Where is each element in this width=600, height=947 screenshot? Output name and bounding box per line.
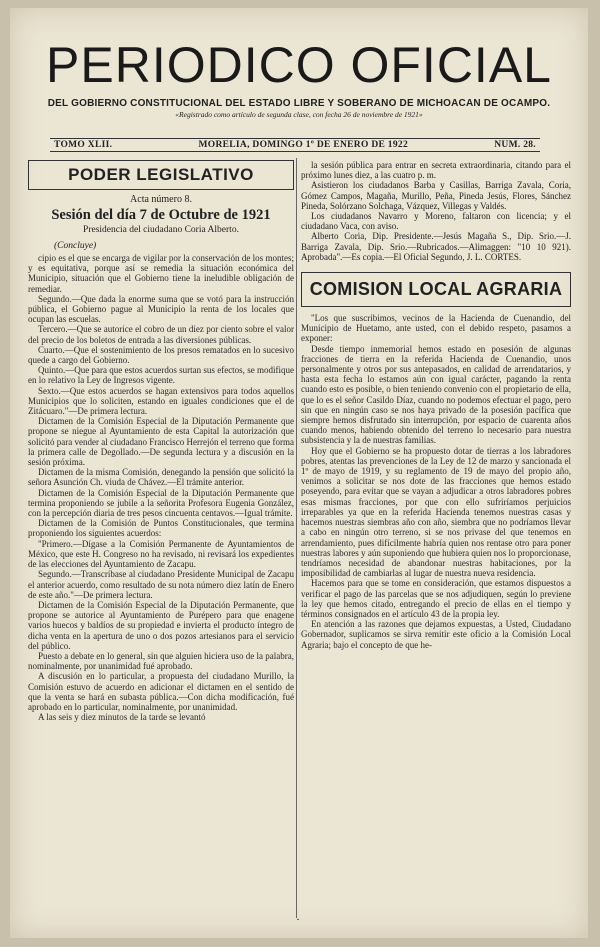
issue-number: NUM. 28.	[494, 140, 536, 150]
paragraph: Dictamen de la Comisión Especial de la Diputación Permanente que propone se niegue al Ayuntamiento de esta Capital la autorización que solicitó para vender al ciudadano Francisco Herrejón el terreno que forma la primera calle de Degollado.—De segunda lectura y a discusión en la sesión próxima.	[28, 416, 294, 468]
paragraph: Dictamen de la misma Comisión, denegando la pensión que solicitó la señora Asunción Ch. viuda de Chávez.—El trámite anterior.	[28, 467, 294, 488]
volume-label: TOMO XLII.	[54, 140, 113, 150]
paragraph: Tercero.—Que se autorice el cobro de un diez por ciento sobre el valor del precio de los boletos de entrada a las diversiones públicas.	[28, 324, 294, 345]
paragraph: Segundo.—Transcríbase al ciudadano Presidente Municipal de Zacapu el anterior acuerdo, como resultado de su nota número diez latín de Enero de este año."—De primera lectura.	[28, 569, 294, 600]
paragraph: Dictamen de la Comisión de Puntos Constitucionales, que termina proponiendo los siguientes acuerdos:	[28, 518, 294, 539]
registration-note: «Registrado como artículo de segunda clase, con fecha 26 de noviembre de 1921»	[175, 110, 423, 119]
paragraph: Desde tiempo inmemorial hemos estado en posesión de algunas fracciones de tierra en la referida Hacienda de Cuenandio, unos personalmente y otros por sus antepasados, en calidad de arrendatarios, y hasta esta fecha lo estamos aún con igual carácter, pagando la renta cuando esto es posible, o bien teniendo convenio con el propietario de ella, que lo es el señor Casildo Díaz, cuando no podemos efectuar el pago, pero sin que en ningún caso se nos haya privado de la posesión pacífica que siempre hemos disfrutado sin interrupción, por espacio de cuarenta años cuando menos, habiendo obtenido del terreno lo necesario para nuestra subsistencia y la de nuestras familias.	[301, 343, 571, 446]
paragraph: Alberto Coria, Dip. Presidente.—Jesús Magaña S., Dip. Srio.—J. Barriga Zavala, Dip. Srio.—Rubricados.—Alimaggen: "10 10 921). Aprobada".—Es copia.—El Oficial Segundo, J. L. CORTES.	[301, 231, 571, 262]
paragraph: A las seis y diez minutos de la tarde se levantó	[38, 712, 206, 723]
paragraph: "Los que suscribimos, vecinos de la Hacienda de Cuenandio, del Municipio de Huetamo, ante usted, con el debido respeto, pasamos a exponer:	[301, 313, 571, 344]
right-column	[301, 160, 571, 650]
paragraph: cipio es el que se encarga de vigilar por la conservación de los montes; y es equitativa, porque así se remedia la situación económica del Municipio, situación que el Gobierno tiene la ineludible obligación de remediar.	[28, 253, 294, 294]
paragraph: Segundo.—Que dada la enorme suma que se votó para la instrucción pública, el Gobierno pague al Municipio la renta de los locales que ocupan las escuelas.	[28, 293, 294, 325]
session-close-text	[301, 160, 571, 262]
paragraph: Asistieron los ciudadanos Barba y Casillas, Barriga Zavala, Coria, Gómez Campos, Magaña, Murillo, Peña, Pineda Jesús, Flores, Sánchez Pineda, Solórzano Solchaga, Vázquez, Villegas y Valdés.	[301, 180, 571, 211]
paragraph: "Primero.—Dígase a la Comisión Permanente de Ayuntamientos de México, que este H. Congreso no ha revisado, ni revisará los expedientes de las elecciones del Ayuntamiento de Zacapu.	[28, 538, 294, 570]
right-article-body	[301, 313, 571, 650]
city-date: MORELIA, DOMINGO 1º DE ENERO DE 1922	[198, 140, 409, 150]
continuation-note: (Concluye)	[54, 241, 97, 251]
dateline	[50, 138, 540, 152]
paragraph: A discusión en lo particular, a propuesta del ciudadano Murillo, la Comisión estuvo de acuerdo en adicionar el dictamen en el sentido de que la venta se hará en subasta pública.—Con dicha modificación, fué aprobado en lo particular, nominalmente, por unanimidad.	[28, 671, 294, 712]
session-heading: Sesión del día 7 de Octubre de 1921	[51, 207, 271, 223]
paragraph: la sesión pública para entrar en secreta extraordinaria, citando para el próximo lunes diez, a las cuatro p. m.	[301, 160, 571, 181]
paragraph: Quinto.—Que para que estos acuerdos surtan sus efectos, se modifique en lo relativo la Ley de Ingresos vigente.	[28, 365, 294, 386]
paragraph: Hoy que el Gobierno se ha propuesto dotar de tierras a los labradores pobres, atentas las prevenciones de la Ley de 12 de marzo y sancionada el 1º de mayo de 1919, y su reglamento de 19 de mayo del propio año, venimos a solicitar se nos dote de las fracciones que hemos estado poseyendo, para evitar que se vayan a adjudicar a otros labradores pobres esas mismas fracciones, por que con ello sufriríamos perjuicios irreparables ya que en la referida Hacienda tenemos nuestras casas y hacemos nuestras siembras año con año, siembra que no podríamos llevar a cabo en ningún otro terreno, si se nos privase del que tenemos en arrendamiento, pues difícilmente habría quien nos rentase otro para poner nuestras labores y aún suponiendo que hubiera quien nos lo proporcionase, tendríamos necesidad de abandonar nuestras habitaciones, por la imposibilidad de cambiarlas al lugar de nuestra nueva residencia.	[301, 445, 571, 579]
left-column	[28, 160, 294, 722]
newspaper-subtitle: DEL GOBIERNO CONSTITUCIONAL DEL ESTADO LIBRE Y SOBERANO DE MICHOACAN DE OCAMPO.	[47, 98, 551, 109]
column-divider	[296, 158, 297, 918]
paragraph: Puesto a debate en lo general, sin que alguien hiciera uso de la palabra, nominalmente, por unanimidad fué aprobado.	[28, 650, 294, 672]
newspaper-page	[10, 8, 588, 938]
paragraph: En atención a las razones que dejamos expuestas, a Usted, Ciudadano Gobernador, suplicamos se sirva remitir este oficio a la Comisión Local Agraria; bajo el concepto de que he-	[301, 619, 571, 650]
paragraph: Sexto.—Que estos acuerdos se hagan extensivos para todos aquellos Municipios que lo soliciten, estando en iguales condiciones que el de Zitácuaro."—De primera lectura.	[28, 385, 294, 417]
acta-number: Acta número 8.	[130, 194, 192, 205]
paragraph: Hacemos para que se tome en consideración, que estamos dispuestos a verificar el pago de las parcelas que se nos adjudiquen, según lo previene la ley que hemos citado, entregando el precio de ellas en el tiempo y términos consignados en el artículo 43 de la propia ley.	[301, 578, 571, 619]
page-mark: ·	[296, 912, 300, 926]
section-title-comision: COMISION LOCAL AGRARIA	[301, 272, 571, 307]
paragraph: Los ciudadanos Navarro y Moreno, faltaron con licencia; y el ciudadano Vaca, con aviso.	[301, 211, 571, 232]
paragraph: Cuarto.—Que el sostenimiento de los presos rematados en lo sucesivo quede a cargo del Gobierno.	[28, 344, 294, 366]
newspaper-title: PERIODICO OFICIAL	[46, 37, 552, 93]
left-article-body	[28, 253, 294, 722]
paragraph: Dictamen de la Comisión Especial de la Diputación Permanente que termina proponiendo se jubile a la señorita Profesora Eugenia González, con la percepción diaria de tres pesos cincuenta centavos.—Igual trámite.	[28, 487, 294, 519]
paragraph: Dictamen de la Comisión Especial de la Diputación Permanente, que propone se autorice al Ayuntamiento de Purépero para que enagene varios huecos y baldíos de su propiedad e invierta el producto íntegro de dicha venta en la apertura de uno o dos pozos artesianos para el servicio del público.	[28, 599, 294, 651]
presidency-line: Presidencia del ciudadano Coria Alberto.	[83, 225, 239, 235]
section-title-legislativo: PODER LEGISLATIVO	[28, 160, 294, 190]
masthead	[10, 38, 588, 119]
